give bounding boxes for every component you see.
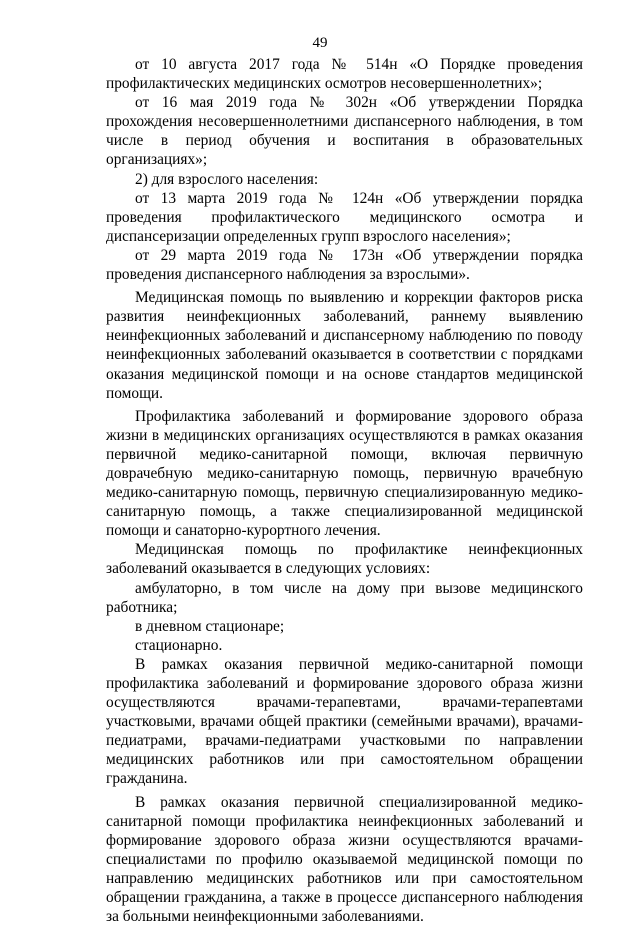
document-body (106, 55, 583, 926)
page-number: 49 (312, 35, 328, 51)
condition-outpatient: амбулаторно, в том числе на дому при вызове медицинского работника; (106, 579, 583, 616)
adult-population-heading: 2) для взрослого населения: (135, 170, 319, 188)
condition-inpatient: стационарно. (135, 636, 223, 654)
order-item-302n: от 16 мая 2019 года № 302н «Об утверждении Порядка прохождения несовершеннолетними диспансерного наблюдения, в том числе в период обучения и воспитания в образовательных организациях»; (106, 94, 583, 169)
order-item-514n: от 10 августа 2017 года № 514н «О Порядке проведения профилактических медицинских осмотров несовершеннолетних»; (106, 56, 583, 93)
paragraph-conditions: Медицинская помощь по профилактике неинфекционных заболеваний оказывается в следующих условиях: (106, 541, 583, 578)
order-item-173n: от 29 марта 2019 года № 173н «Об утверждении порядка проведения диспансерного наблюдения за взрослыми». (106, 246, 583, 284)
order-item-124n: от 13 марта 2019 года № 124н «Об утверждении порядка проведения профилактического медицинского осмотра и диспансеризации определенных групп взрослого населения»; (106, 189, 583, 245)
paragraph-specialized-care: В рамках оказания первичной специализированной медико-санитарной помощи профилактика неинфекционных заболеваний и формирование здорового образа жизни осуществляются врачами-специалистами по профилю оказываемой медицинской помощи по направлению медицинских работников или при самостоятельном обращении гражданина, а также в процессе диспансерного наблюдения за больными неинфекционными заболеваниями. (106, 793, 583, 926)
paragraph-prevention: Профилактика заболеваний и формирование здорового образа жизни в медицинских организациях осуществляются в рамках оказания первичной медико-санитарной помощи, включая первичную доврачебную медико-санитарную помощь, первичную врачебную медико-санитарную помощь, первичную специализированную медико-санитарную помощь, а также специализированной медицинской помощи и санаторно-курортного лечения. (106, 407, 583, 540)
condition-day-hospital: в дневном стационаре; (135, 617, 285, 635)
paragraph-risk-factors: Медицинская помощь по выявлению и коррекции факторов риска развития неинфекционных заболеваний, раннему выявлению неинфекционных заболеваний и диспансерному наблюдению по поводу неинфекционных заболеваний оказывается в соответствии с порядками оказания медицинской помощи и на основе стандартов медицинской помощи. (106, 289, 583, 402)
paragraph-primary-care: В рамках оказания первичной медико-санитарной помощи профилактика заболеваний и формирование здорового образа жизни осуществляются врачами-терапевтами, врачами-терапевтами участковыми, врачами общей практики (семейными врачами), врачами-педиатрами, врачами-педиатрами участковыми по направлении медицинских работников или при самостоятельном обращении гражданина. (106, 655, 583, 788)
